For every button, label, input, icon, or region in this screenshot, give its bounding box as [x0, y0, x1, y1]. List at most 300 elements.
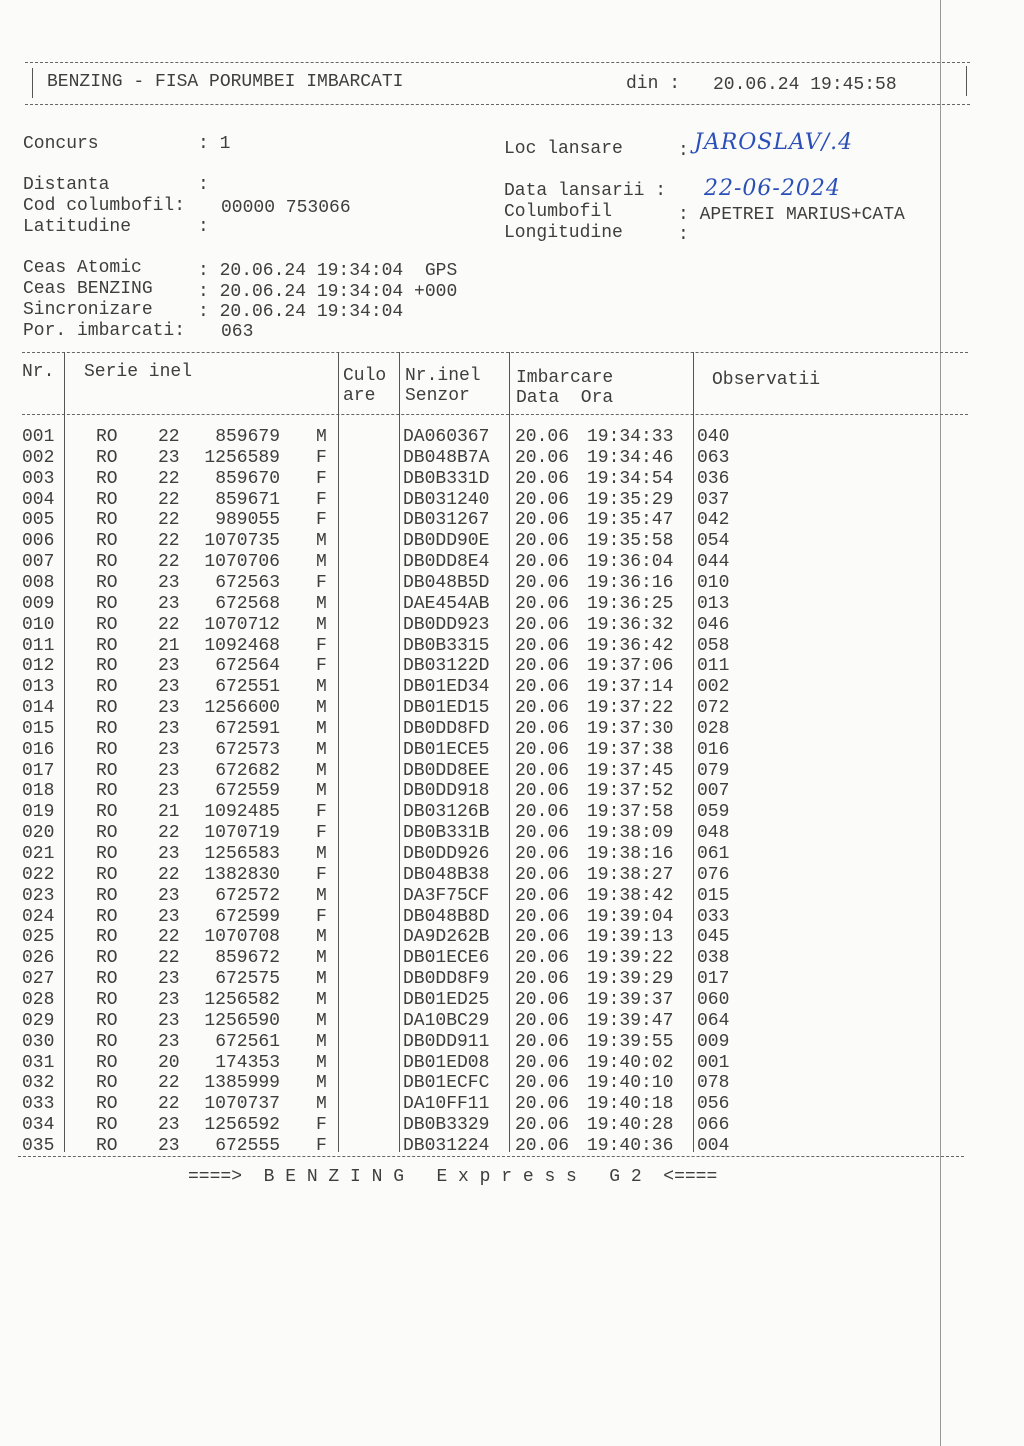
row-senzor: DB01ECE5 [403, 739, 490, 760]
row-sex: M [316, 427, 327, 447]
row-an: 23 [158, 718, 180, 739]
row-inel: 672564 [215, 656, 280, 677]
row-nr: 023 [22, 885, 55, 906]
table-row [0, 886, 940, 907]
distanta-value: : [198, 175, 209, 195]
row-ora: 19:39:55 [587, 1031, 674, 1052]
cod-columbofil-value: 00000 753066 [221, 198, 351, 218]
row-inel: 1256583 [204, 844, 280, 864]
row-inel: 1092468 [204, 635, 280, 656]
row-tara: RO [96, 510, 118, 531]
row-tara: RO [96, 906, 118, 927]
row-tara: RO [96, 593, 118, 614]
row-ora: 19:39:47 [587, 1010, 674, 1031]
row-senzor: DB0DD8EE [403, 760, 490, 781]
row-observatii: 001 [697, 1052, 730, 1073]
row-ora: 19:35:58 [587, 531, 674, 552]
row-observatii: 046 [697, 614, 730, 635]
row-nr: 013 [22, 677, 55, 698]
row-observatii: 072 [697, 698, 730, 719]
row-data: 20.06 [515, 906, 570, 927]
row-ora: 19:36:16 [587, 572, 674, 593]
row-nr: 012 [22, 656, 55, 677]
data-lansarii-label: Data lansarii : [504, 181, 667, 201]
row-nr: 015 [22, 718, 55, 739]
row-senzor: DB048B8D [403, 906, 490, 927]
date-label: din : [626, 74, 681, 94]
row-observatii: 076 [697, 864, 730, 885]
row-ora: 19:39:29 [587, 969, 674, 990]
col-header-serie: Serie inel [84, 362, 193, 382]
row-ora: 19:37:06 [587, 656, 674, 677]
table-row [0, 1115, 940, 1136]
row-tara: RO [96, 656, 118, 677]
row-nr: 025 [22, 927, 55, 948]
latitudine-value: : [198, 217, 209, 237]
row-an: 23 [158, 656, 180, 677]
row-inel: 672575 [215, 969, 280, 990]
table-header-top-border [22, 352, 968, 353]
row-an: 23 [158, 593, 180, 614]
row-senzor: DB03126B [403, 802, 490, 823]
row-nr: 035 [22, 1135, 55, 1156]
row-inel: 1256600 [204, 698, 280, 719]
ceas-atomic-value: : 20.06.24 19:34:04 GPS [198, 261, 458, 281]
row-sex: M [316, 885, 327, 906]
row-observatii: 058 [697, 635, 730, 656]
row-an: 23 [158, 885, 180, 906]
row-sex: F [316, 1135, 327, 1156]
row-sex: M [316, 1073, 327, 1094]
row-sex: F [316, 572, 327, 593]
row-inel: 672573 [215, 739, 280, 760]
row-an: 22 [158, 427, 180, 447]
row-data: 20.06 [515, 885, 570, 906]
row-senzor: DA10BC29 [403, 1010, 490, 1031]
row-senzor: DB048B5D [403, 572, 490, 593]
row-ora: 19:34:54 [587, 468, 674, 489]
row-inel: 1382830 [204, 864, 280, 885]
row-data: 20.06 [515, 447, 570, 468]
table-row [0, 698, 940, 719]
row-observatii: 009 [697, 1031, 730, 1052]
row-nr: 021 [22, 844, 55, 864]
concurs-value: : 1 [198, 134, 231, 154]
row-observatii: 017 [697, 969, 730, 990]
row-inel: 1070735 [204, 531, 280, 552]
row-ora: 19:38:16 [587, 844, 674, 864]
row-observatii: 056 [697, 1094, 730, 1115]
row-senzor: DB01ECFC [403, 1073, 490, 1094]
row-nr: 006 [22, 531, 55, 552]
row-an: 20 [158, 1052, 180, 1073]
row-nr: 008 [22, 572, 55, 593]
row-observatii: 061 [697, 844, 730, 864]
table-row [0, 490, 940, 511]
row-senzor: DB01ECE6 [403, 948, 490, 969]
header-bottom-border [25, 104, 970, 105]
row-observatii: 079 [697, 760, 730, 781]
table-row [0, 469, 940, 490]
table-row [0, 552, 940, 573]
row-data: 20.06 [515, 1010, 570, 1031]
row-data: 20.06 [515, 781, 570, 802]
row-inel: 859670 [215, 468, 280, 489]
row-tara: RO [96, 969, 118, 990]
row-data: 20.06 [515, 593, 570, 614]
row-an: 23 [158, 760, 180, 781]
row-tara: RO [96, 864, 118, 885]
row-sex: M [316, 739, 327, 760]
row-senzor: DB0DD918 [403, 781, 490, 802]
row-tara: RO [96, 427, 118, 447]
row-data: 20.06 [515, 864, 570, 885]
table-row [0, 1073, 940, 1094]
row-tara: RO [96, 552, 118, 573]
row-observatii: 060 [697, 989, 730, 1010]
row-senzor: DB01ED25 [403, 989, 490, 1010]
row-inel: 672559 [215, 781, 280, 802]
row-nr: 018 [22, 781, 55, 802]
row-an: 23 [158, 677, 180, 698]
row-sex: M [316, 989, 327, 1010]
row-observatii: 036 [697, 468, 730, 489]
row-inel: 1070706 [204, 552, 280, 573]
row-an: 22 [158, 823, 180, 844]
row-senzor: DB0DD8E4 [403, 552, 490, 573]
row-an: 22 [158, 468, 180, 489]
row-ora: 19:38:42 [587, 885, 674, 906]
row-ora: 19:39:13 [587, 927, 674, 948]
table-row [0, 1094, 940, 1115]
table-row [0, 990, 940, 1011]
row-an: 23 [158, 989, 180, 1010]
row-inel: 1385999 [204, 1073, 280, 1094]
row-sex: F [316, 447, 327, 468]
row-senzor: DB048B7A [403, 447, 490, 468]
footer-brand: ====> B E N Z I N G E x p r e s s G 2 <==== [188, 1167, 718, 1187]
col-header-nr: Nr. [22, 362, 55, 382]
latitudine-label: Latitudine [23, 217, 132, 237]
row-senzor: DA9D262B [403, 927, 490, 948]
row-observatii: 038 [697, 948, 730, 969]
table-row [0, 573, 940, 594]
row-data: 20.06 [515, 1135, 570, 1156]
row-observatii: 059 [697, 802, 730, 823]
row-ora: 19:39:37 [587, 989, 674, 1010]
row-tara: RO [96, 1010, 118, 1031]
row-senzor: DB03122D [403, 656, 490, 677]
row-data: 20.06 [515, 489, 570, 510]
table-row [0, 865, 940, 886]
row-inel: 1070708 [204, 927, 280, 948]
col-header-culoare-1: Culo [343, 366, 387, 386]
row-an: 23 [158, 906, 180, 927]
row-inel: 1070712 [204, 614, 280, 635]
row-sex: M [316, 1052, 327, 1073]
row-tara: RO [96, 885, 118, 906]
row-data: 20.06 [515, 531, 570, 552]
table-row [0, 1053, 940, 1074]
row-tara: RO [96, 1052, 118, 1073]
row-tara: RO [96, 468, 118, 489]
row-tara: RO [96, 1135, 118, 1156]
row-observatii: 016 [697, 739, 730, 760]
row-data: 20.06 [515, 677, 570, 698]
table-row [0, 948, 940, 969]
row-ora: 19:39:04 [587, 906, 674, 927]
row-an: 22 [158, 927, 180, 948]
row-inel: 672555 [215, 1135, 280, 1156]
row-senzor: DB0DD90E [403, 531, 490, 552]
ceas-atomic-label: Ceas Atomic [23, 258, 142, 278]
row-an: 23 [158, 1115, 180, 1136]
row-ora: 19:40:02 [587, 1052, 674, 1073]
row-tara: RO [96, 739, 118, 760]
row-inel: 1092485 [204, 802, 280, 823]
table-row [0, 594, 940, 615]
row-tara: RO [96, 844, 118, 864]
row-sex: F [316, 1115, 327, 1136]
row-nr: 022 [22, 864, 55, 885]
row-data: 20.06 [515, 969, 570, 990]
row-observatii: 037 [697, 489, 730, 510]
table-row [0, 781, 940, 802]
row-sex: M [316, 781, 327, 802]
row-observatii: 010 [697, 572, 730, 593]
row-senzor: DB01ED34 [403, 677, 490, 698]
row-an: 22 [158, 864, 180, 885]
concurs-label: Concurs [23, 134, 99, 154]
row-an: 23 [158, 1010, 180, 1031]
row-nr: 032 [22, 1073, 55, 1094]
row-observatii: 042 [697, 510, 730, 531]
row-tara: RO [96, 760, 118, 781]
table-header-bottom-border [22, 414, 968, 415]
row-observatii: 011 [697, 656, 730, 677]
row-sex: F [316, 656, 327, 677]
row-inel: 859672 [215, 948, 280, 969]
row-an: 22 [158, 1073, 180, 1094]
row-observatii: 066 [697, 1115, 730, 1136]
row-nr: 031 [22, 1052, 55, 1073]
row-senzor: DB048B38 [403, 864, 490, 885]
longitudine-value: : [678, 225, 689, 245]
col-header-imbarcare-2: Data Ora [516, 388, 614, 408]
ceas-benzing-label: Ceas BENZING [23, 279, 153, 299]
row-ora: 19:35:29 [587, 489, 674, 510]
row-an: 22 [158, 531, 180, 552]
row-nr: 014 [22, 698, 55, 719]
row-sex: F [316, 906, 327, 927]
col-header-observatii: Observatii [712, 370, 821, 390]
row-an: 22 [158, 552, 180, 573]
row-tara: RO [96, 1094, 118, 1115]
row-nr: 019 [22, 802, 55, 823]
row-sex: M [316, 614, 327, 635]
row-senzor: DB031224 [403, 1135, 490, 1156]
row-ora: 19:37:22 [587, 698, 674, 719]
table-row [0, 761, 940, 782]
imbarcati-label: Por. imbarcati: [23, 321, 186, 341]
row-an: 23 [158, 572, 180, 593]
row-an: 22 [158, 614, 180, 635]
row-nr: 003 [22, 468, 55, 489]
row-inel: 1070737 [204, 1094, 280, 1115]
row-data: 20.06 [515, 427, 570, 447]
row-sex: M [316, 552, 327, 573]
row-nr: 002 [22, 447, 55, 468]
row-ora: 19:37:52 [587, 781, 674, 802]
row-observatii: 048 [697, 823, 730, 844]
row-tara: RO [96, 698, 118, 719]
row-observatii: 007 [697, 781, 730, 802]
row-senzor: DB0DD923 [403, 614, 490, 635]
row-data: 20.06 [515, 1094, 570, 1115]
row-nr: 026 [22, 948, 55, 969]
row-observatii: 040 [697, 427, 730, 447]
row-ora: 19:34:33 [587, 427, 674, 447]
row-nr: 020 [22, 823, 55, 844]
col-header-nrinel-2: Senzor [405, 386, 470, 406]
row-data: 20.06 [515, 844, 570, 864]
row-nr: 033 [22, 1094, 55, 1115]
row-inel: 672572 [215, 885, 280, 906]
row-inel: 174353 [215, 1052, 280, 1073]
row-senzor: DB0B331B [403, 823, 490, 844]
row-sex: M [316, 1010, 327, 1031]
row-observatii: 064 [697, 1010, 730, 1031]
table-row [0, 907, 940, 928]
row-inel: 672599 [215, 906, 280, 927]
table-row [0, 1136, 940, 1157]
longitudine-label: Longitudine [504, 223, 623, 243]
row-senzor: DB0DD8F9 [403, 969, 490, 990]
row-ora: 19:36:25 [587, 593, 674, 614]
row-inel: 672551 [215, 677, 280, 698]
row-tara: RO [96, 447, 118, 468]
row-data: 20.06 [515, 1052, 570, 1073]
row-an: 23 [158, 739, 180, 760]
table-row [0, 636, 940, 657]
row-nr: 009 [22, 593, 55, 614]
header-left-border [32, 68, 33, 98]
row-sex: M [316, 1031, 327, 1052]
row-an: 23 [158, 844, 180, 864]
row-sex: M [316, 718, 327, 739]
row-sex: F [316, 823, 327, 844]
row-tara: RO [96, 781, 118, 802]
row-tara: RO [96, 989, 118, 1010]
row-sex: F [316, 510, 327, 531]
row-sex: M [316, 948, 327, 969]
row-ora: 19:37:14 [587, 677, 674, 698]
loc-lansare-colon: : [678, 141, 689, 161]
table-row [0, 802, 940, 823]
row-inel: 1070719 [204, 823, 280, 844]
row-tara: RO [96, 531, 118, 552]
row-nr: 010 [22, 614, 55, 635]
row-nr: 034 [22, 1115, 55, 1136]
row-tara: RO [96, 635, 118, 656]
row-ora: 19:37:38 [587, 739, 674, 760]
columbofil-label: Columbofil [504, 202, 613, 222]
table-row [0, 615, 940, 636]
row-data: 20.06 [515, 718, 570, 739]
row-data: 20.06 [515, 614, 570, 635]
header-right-border [966, 66, 967, 96]
row-data: 20.06 [515, 635, 570, 656]
row-observatii: 063 [697, 447, 730, 468]
row-data: 20.06 [515, 468, 570, 489]
table-row [0, 927, 940, 948]
row-an: 21 [158, 635, 180, 656]
row-nr: 017 [22, 760, 55, 781]
table-row [0, 740, 940, 761]
row-sex: F [316, 802, 327, 823]
row-tara: RO [96, 948, 118, 969]
row-inel: 1256582 [204, 989, 280, 1010]
table-row [0, 823, 940, 844]
table-row [0, 844, 940, 865]
row-an: 21 [158, 802, 180, 823]
row-sex: F [316, 489, 327, 510]
table-row [0, 1032, 940, 1053]
row-data: 20.06 [515, 510, 570, 531]
table-row [0, 969, 940, 990]
row-inel: 859679 [215, 427, 280, 447]
row-inel: 672568 [215, 593, 280, 614]
row-inel: 1256592 [204, 1115, 280, 1136]
row-nr: 004 [22, 489, 55, 510]
row-nr: 016 [22, 739, 55, 760]
ceas-benzing-value: : 20.06.24 19:34:04 +000 [198, 282, 458, 302]
row-ora: 19:37:58 [587, 802, 674, 823]
row-observatii: 044 [697, 552, 730, 573]
row-ora: 19:36:32 [587, 614, 674, 635]
row-senzor: DB0DD8FD [403, 718, 490, 739]
data-lansarii-handwritten: 22-06-2024 [704, 176, 841, 201]
table-row [0, 427, 940, 448]
row-ora: 19:40:28 [587, 1115, 674, 1136]
row-senzor: DB031240 [403, 489, 490, 510]
row-sex: M [316, 969, 327, 990]
row-senzor: DA060367 [403, 427, 490, 447]
row-data: 20.06 [515, 1031, 570, 1052]
row-observatii: 054 [697, 531, 730, 552]
row-tara: RO [96, 677, 118, 698]
row-an: 23 [158, 698, 180, 719]
row-sex: M [316, 677, 327, 698]
row-nr: 024 [22, 906, 55, 927]
row-data: 20.06 [515, 656, 570, 677]
row-sex: F [316, 864, 327, 885]
row-ora: 19:39:22 [587, 948, 674, 969]
row-sex: M [316, 531, 327, 552]
row-sex: M [316, 1094, 327, 1115]
row-sex: M [316, 927, 327, 948]
row-ora: 19:37:45 [587, 760, 674, 781]
row-data: 20.06 [515, 760, 570, 781]
row-data: 20.06 [515, 823, 570, 844]
row-tara: RO [96, 614, 118, 635]
row-observatii: 013 [697, 593, 730, 614]
row-data: 20.06 [515, 1115, 570, 1136]
row-ora: 19:38:09 [587, 823, 674, 844]
row-senzor: DB0DD926 [403, 844, 490, 864]
row-ora: 19:37:30 [587, 718, 674, 739]
row-ora: 19:40:10 [587, 1073, 674, 1094]
